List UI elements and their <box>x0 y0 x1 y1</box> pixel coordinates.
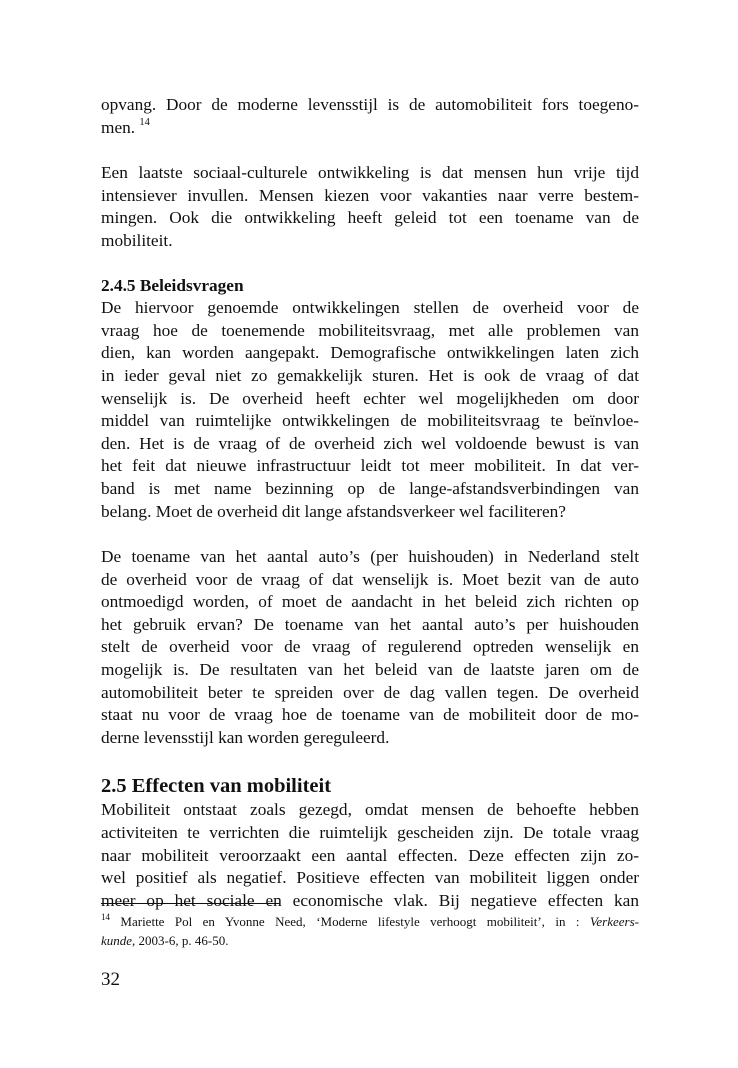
text-line: belang. Moet de overheid dit lange afstandsverkeer wel faciliteren? <box>101 501 566 521</box>
text-line: meer op het sociale en economische vlak. Bij negatieve effecten kan <box>101 890 639 910</box>
text-line: band is met name bezinning op de lange-afstandsverbindingen van <box>101 478 639 498</box>
text-line: mobiliteit. <box>101 230 173 250</box>
text-line <box>101 117 639 140</box>
text-line: wenselijk is. De overheid heeft echter wel mogelijkheden om door <box>101 388 639 408</box>
text-line: ontmoedigd worden, of moet de aandacht in het beleid zich richten op <box>101 592 639 612</box>
footnote-number: 14 <box>101 911 110 922</box>
text-line: den. Het is de vraag of de overheid zich wel voldoende bewust is van <box>101 433 639 453</box>
text-line: in ieder geval niet zo gemakkelijk sturen. Het is ook de vraag of dat <box>101 365 639 385</box>
text-line: De hiervoor genoemde ontwikkelingen stellen de overheid voor de <box>101 298 639 318</box>
footnote-reference[interactable]: 14 <box>139 116 150 128</box>
footnote <box>101 912 639 950</box>
text-line: intensiever invullen. Mensen kiezen voor vakanties naar verre bestem- <box>101 185 639 205</box>
text-line: stelt de overheid voor de vraag of regulerend optreden wenselijk en <box>101 637 639 657</box>
text-line: staat nu voor de vraag hoe de toename van de mobiliteit door de mo- <box>101 705 639 725</box>
text-line: het feit dat nieuwe infrastructuur leidt tot meer mobiliteit. In dat ver- <box>101 456 639 476</box>
footnote-line <box>101 912 639 931</box>
text-line: vraag hoe de toenemende mobiliteitsvraag, met alle problemen van <box>101 320 639 340</box>
text-line: opvang. Door de moderne levensstijl is de automobiliteit fors toegeno- <box>101 95 639 114</box>
text-line: mingen. Ook die ontwikkeling heeft geleid tot een toename van de <box>101 208 639 228</box>
footnote-citation: , 2003-6, p. 46-50. <box>132 933 229 948</box>
text-line: activiteiten te verrichten die ruimtelijk gescheiden zijn. De totale vraag <box>101 823 639 843</box>
beleidsvragen-paragraph-1 <box>101 297 639 523</box>
text-line: middel van ruimtelijke ontwikkelingen de mobiliteitsvraag te beïnvloe- <box>101 411 639 431</box>
text-line: dien, kan worden aangepakt. Demografische ontwikkelingen laten zich <box>101 343 639 363</box>
footnote-journal-continued: kunde <box>101 933 133 948</box>
section-heading-effecten: 2.5 Effecten van mobiliteit <box>101 775 332 798</box>
effecten-paragraph-1 <box>101 799 639 912</box>
text-line: Een laatste sociaal-culturele ontwikkeling is dat mensen hun vrije tijd <box>101 163 639 183</box>
text-line: automobiliteit beter te spreiden over de dag vallen tegen. De overheid <box>101 682 639 702</box>
footnote-text: Mariette Pol en Yvonne Need, ‘Moderne lifestyle verhoogt mobiliteit’, in : <box>110 914 590 929</box>
text-line: de overheid voor de vraag of dat wenselijk is. Moet bezit van de auto <box>101 569 639 589</box>
text-line: wel positief als negatief. Positieve effecten van mobiliteit liggen onder <box>101 868 639 888</box>
footnote-divider <box>101 903 280 904</box>
text-line: Mobiliteit ontstaat zoals gezegd, omdat mensen de behoefte hebben <box>101 800 639 820</box>
section-heading-beleidsvragen: 2.4.5 Beleidsvragen <box>101 275 244 295</box>
text-line: De toename van het aantal auto’s (per huishouden) in Nederland stelt <box>101 547 639 567</box>
footnote-journal: Verkeers- <box>589 914 639 929</box>
text-line: het gebruik ervan? De toename van het aantal auto’s per huishouden <box>101 614 639 634</box>
beleidsvragen-paragraph-2 <box>101 546 639 749</box>
leisure-paragraph <box>101 162 639 252</box>
text-line: naar mobiliteit veroorzaakt een aantal effecten. Deze effecten zijn zo- <box>101 845 639 865</box>
text-line: mogelijk is. De resultaten van het beleid van de laatste jaren om de <box>101 660 639 680</box>
continuation-paragraph <box>101 94 639 139</box>
text-line: derne levensstijl kan worden gereguleerd. <box>101 727 390 747</box>
footnote-line <box>101 931 639 950</box>
page-number: 32 <box>101 969 120 990</box>
page-body <box>101 94 639 912</box>
text-fragment: men. <box>101 117 136 137</box>
